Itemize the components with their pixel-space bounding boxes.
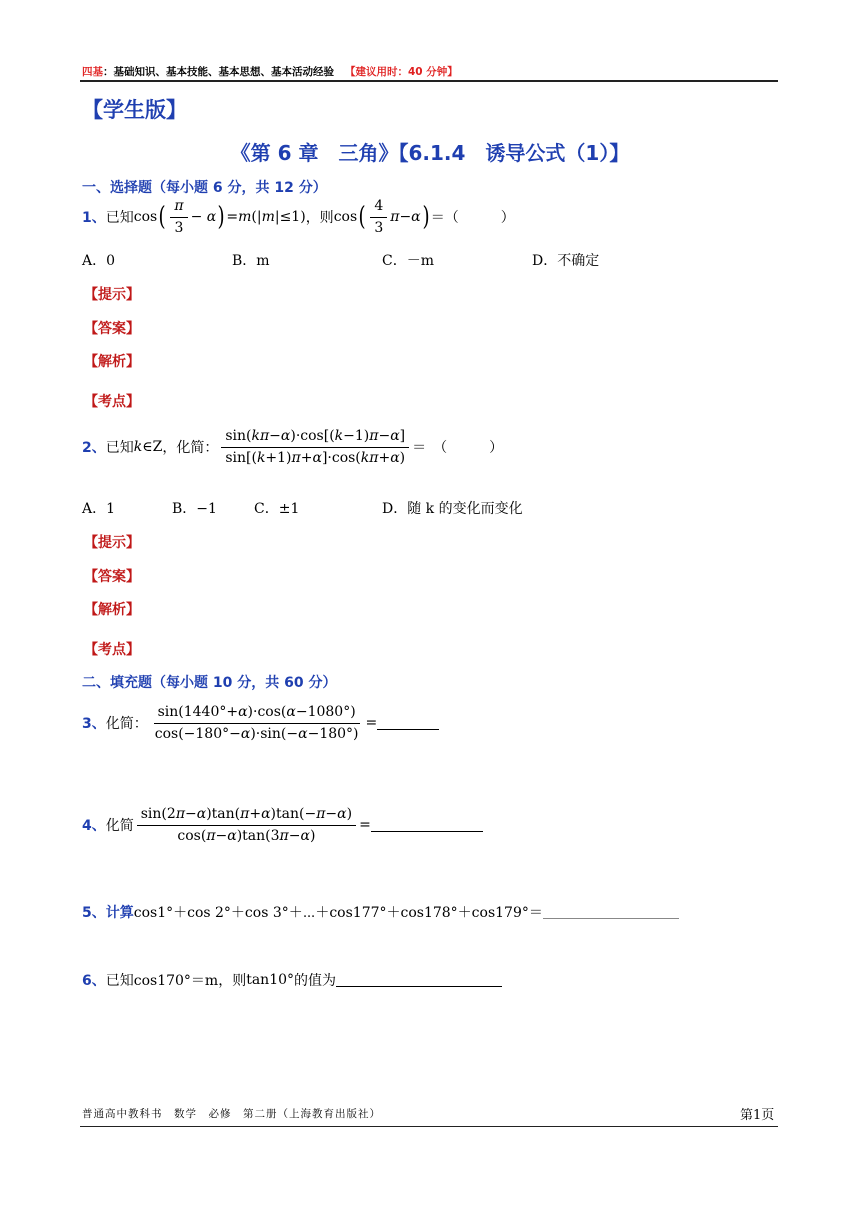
point-label: 【考点】 bbox=[84, 642, 140, 658]
question-4: 4、 化简 $\frac{\sin(2\pi-\alpha)\tan(\pi+\alpha)\tan(-\pi-\alpha)}{\cos(\pi-\alpha)\tan(3\pi-\alpha)}$ = bbox=[82, 806, 483, 845]
option-b: B．−1 bbox=[172, 501, 217, 517]
question-2: 2、 已知 k ∈Z ，化简： $\frac{\sin(k\pi-\alpha)\cdot\cos[(k-1)\pi-\alpha]}{\sin[(k+1)\pi+\alpha]\cdot\cos(k\pi+\alpha)}$ ＝ （ ） bbox=[82, 428, 504, 466]
header-time: 【建议用时：40 分钟】 bbox=[344, 66, 458, 78]
footer-rule bbox=[80, 1126, 778, 1127]
question-1: 1、 已知 cos ( $\frac{\pi}{3}$ − α ) = m (| m |≤1) ，则 cos ( $\frac{4}{3}$ π − α ) ＝（ ） bbox=[82, 198, 515, 236]
question-number: 5、 bbox=[82, 905, 106, 921]
answer-blank[interactable] bbox=[377, 716, 439, 730]
answer-paren: ＝ （ ） bbox=[412, 440, 504, 457]
question-5 bbox=[82, 902, 679, 922]
section-1-heading: 一、选择题（每小题 6 分，共 12 分） bbox=[82, 180, 327, 196]
answer-blank[interactable] bbox=[336, 973, 502, 987]
answer-paren: ＝（ ） bbox=[430, 210, 515, 227]
question-expression: cos1°＋cos 2°＋cos 3°＋⋯＋cos177°＋cos178°＋cos179°＝ bbox=[133, 905, 543, 921]
question-text: ，化简： bbox=[162, 440, 219, 457]
question-number: 4、 bbox=[82, 818, 106, 835]
question-text: ，则 bbox=[218, 973, 247, 989]
page-title: 《第 6 章 三角》【6.1.4 诱导公式（1）】 bbox=[230, 141, 630, 165]
question-text: 已知 bbox=[105, 440, 134, 457]
question-text: 的值为 bbox=[294, 973, 337, 989]
question-text: 已知 bbox=[105, 973, 134, 989]
header-prefix: 四基 bbox=[82, 66, 103, 78]
option-b: B．m bbox=[232, 253, 270, 269]
answer-label: 【答案】 bbox=[84, 569, 140, 585]
hint-label: 【提示】 bbox=[84, 287, 140, 303]
analysis-label: 【解析】 bbox=[84, 602, 140, 618]
question-text: 化简 bbox=[105, 818, 134, 835]
page-number: 第1页 bbox=[740, 1108, 775, 1123]
option-a: A．1 bbox=[82, 501, 116, 517]
option-d: D．不确定 bbox=[532, 253, 600, 269]
question-6 bbox=[82, 970, 502, 990]
section-2-heading: 二、填充题（每小题 10 分，共 60 分） bbox=[82, 675, 337, 691]
answer-blank[interactable] bbox=[543, 905, 679, 919]
option-d: D．随 k 的变化而变化 bbox=[382, 501, 523, 517]
question-expression: tan10° bbox=[246, 972, 295, 988]
point-label: 【考点】 bbox=[84, 394, 140, 410]
student-version-label: 【学生版】 bbox=[82, 98, 187, 122]
question-3: 3、 化简： $\frac{\sin(1440^\circ+\alpha)\cdot\cos(\alpha-1080^\circ)}{\cos(-180^\circ-\alpha)\cdot\sin(-\alpha-180^\circ)}$ = bbox=[82, 704, 439, 743]
question-text: 化简： bbox=[105, 716, 148, 733]
question-text: ，则 bbox=[305, 210, 334, 227]
question-number: 6、 bbox=[82, 973, 106, 989]
answer-label: 【答案】 bbox=[84, 321, 140, 337]
question-text: 已知 bbox=[105, 210, 134, 227]
answer-blank[interactable] bbox=[371, 818, 483, 832]
question-expression: cos170°＝m bbox=[133, 973, 219, 989]
analysis-label: 【解析】 bbox=[84, 354, 140, 370]
question-text: 计算 bbox=[105, 905, 134, 921]
option-c: C．－m bbox=[382, 253, 434, 269]
footer-source: 普通高中教科书 数学 必修 第二册（上海教育出版社） bbox=[82, 1108, 381, 1120]
question-number: 3、 bbox=[82, 716, 106, 733]
hint-label: 【提示】 bbox=[84, 535, 140, 551]
question-number: 2、 bbox=[82, 440, 106, 457]
question-number: 1、 bbox=[82, 210, 106, 227]
option-a: A．0 bbox=[82, 253, 116, 269]
header-text: ：基础知识、基本技能、基本思想、基本活动经验 bbox=[103, 66, 334, 78]
option-c: C．±1 bbox=[254, 501, 300, 517]
header-rule bbox=[80, 80, 778, 82]
page-header bbox=[82, 64, 458, 79]
